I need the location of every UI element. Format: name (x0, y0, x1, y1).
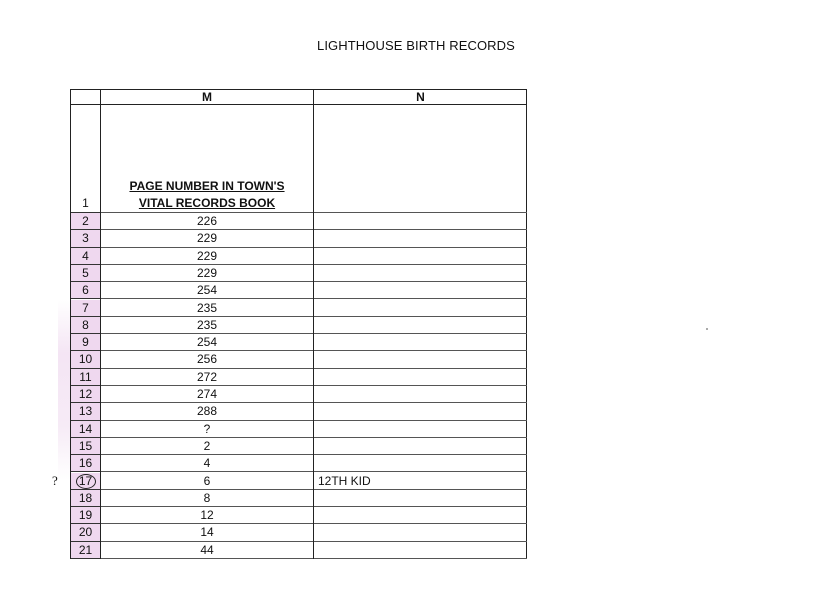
margin-question-mark: ? (52, 473, 58, 488)
cell-n[interactable] (314, 403, 527, 420)
cell-m[interactable]: 229 (101, 248, 313, 265)
row-number[interactable]: 10 (71, 351, 100, 368)
cell-m[interactable]: 254 (101, 282, 313, 299)
cell-m[interactable]: 288 (101, 403, 313, 420)
cell-n[interactable] (314, 386, 527, 403)
cell-n[interactable] (314, 507, 527, 524)
cell-m[interactable]: 235 (101, 317, 313, 334)
row-number[interactable]: 14 (71, 421, 100, 438)
row-number[interactable]: 7 (71, 300, 100, 317)
cell-m[interactable]: 14 (101, 524, 313, 541)
cell-n[interactable] (314, 317, 527, 334)
cell-m[interactable]: 256 (101, 351, 313, 368)
cell-m[interactable]: ? (101, 421, 313, 438)
cell-n[interactable] (314, 438, 527, 455)
row-number-1[interactable] (71, 105, 100, 213)
cell-m[interactable]: 8 (101, 490, 313, 507)
header-m-line2: VITAL RECORDS BOOK (138, 196, 276, 210)
cell-m[interactable]: 6 (101, 473, 313, 490)
row-number[interactable]: 6 (71, 282, 100, 299)
row-number[interactable] (71, 473, 100, 490)
cell-m[interactable]: 274 (101, 386, 313, 403)
row-number[interactable]: 8 (71, 317, 100, 334)
cell-m[interactable]: 229 (101, 265, 313, 282)
cell-n[interactable] (314, 369, 527, 386)
row-number[interactable]: 3 (71, 230, 100, 247)
row-number[interactable]: 19 (71, 507, 100, 524)
cell-n[interactable] (314, 248, 527, 265)
row-number[interactable]: 13 (71, 403, 100, 420)
cell-n[interactable] (314, 282, 527, 299)
cell-m[interactable]: 235 (101, 300, 313, 317)
row-number[interactable]: 11 (71, 369, 100, 386)
cell-n[interactable] (314, 351, 527, 368)
cell-n[interactable] (314, 213, 527, 230)
cell-n[interactable] (314, 230, 527, 247)
column-header-m[interactable]: M (101, 90, 313, 105)
row-number[interactable]: 9 (71, 334, 100, 351)
cell-n[interactable] (314, 455, 527, 472)
circled-row-number: 17 (76, 474, 96, 489)
row-number[interactable]: 4 (71, 248, 100, 265)
row-number[interactable]: 18 (71, 490, 100, 507)
row-number[interactable]: 21 (71, 542, 100, 559)
cell-n[interactable]: 12TH KID (314, 473, 527, 490)
cell-n[interactable] (314, 300, 527, 317)
spreadsheet (70, 89, 527, 559)
header-m-text (101, 178, 313, 212)
cell-n[interactable] (314, 334, 527, 351)
row-number[interactable]: 5 (71, 265, 100, 282)
cell-m[interactable]: 226 (101, 213, 313, 230)
corner-cell[interactable] (71, 90, 100, 105)
column-header-n[interactable]: N (314, 90, 527, 105)
scan-speck (706, 328, 708, 330)
cell-m[interactable]: 254 (101, 334, 313, 351)
cell-m[interactable]: 12 (101, 507, 313, 524)
cell-n[interactable] (314, 421, 527, 438)
row-number[interactable]: 12 (71, 386, 100, 403)
cell-m[interactable]: 229 (101, 230, 313, 247)
header-cell-n[interactable] (314, 105, 527, 213)
row-number-label: 1 (82, 196, 89, 210)
cell-n[interactable] (314, 490, 527, 507)
row-number[interactable]: 20 (71, 524, 100, 541)
row-number[interactable]: 15 (71, 438, 100, 455)
cell-m[interactable]: 4 (101, 455, 313, 472)
header-m-line1: PAGE NUMBER IN TOWN'S (129, 179, 285, 193)
cell-n[interactable] (314, 542, 527, 559)
cell-n[interactable] (314, 265, 527, 282)
row-number[interactable]: 16 (71, 455, 100, 472)
cell-m[interactable]: 272 (101, 369, 313, 386)
row-number[interactable]: 2 (71, 213, 100, 230)
cell-n[interactable] (314, 524, 527, 541)
cell-m[interactable]: 44 (101, 542, 313, 559)
cell-m[interactable]: 2 (101, 438, 313, 455)
page-title: LIGHTHOUSE BIRTH RECORDS (317, 38, 515, 53)
